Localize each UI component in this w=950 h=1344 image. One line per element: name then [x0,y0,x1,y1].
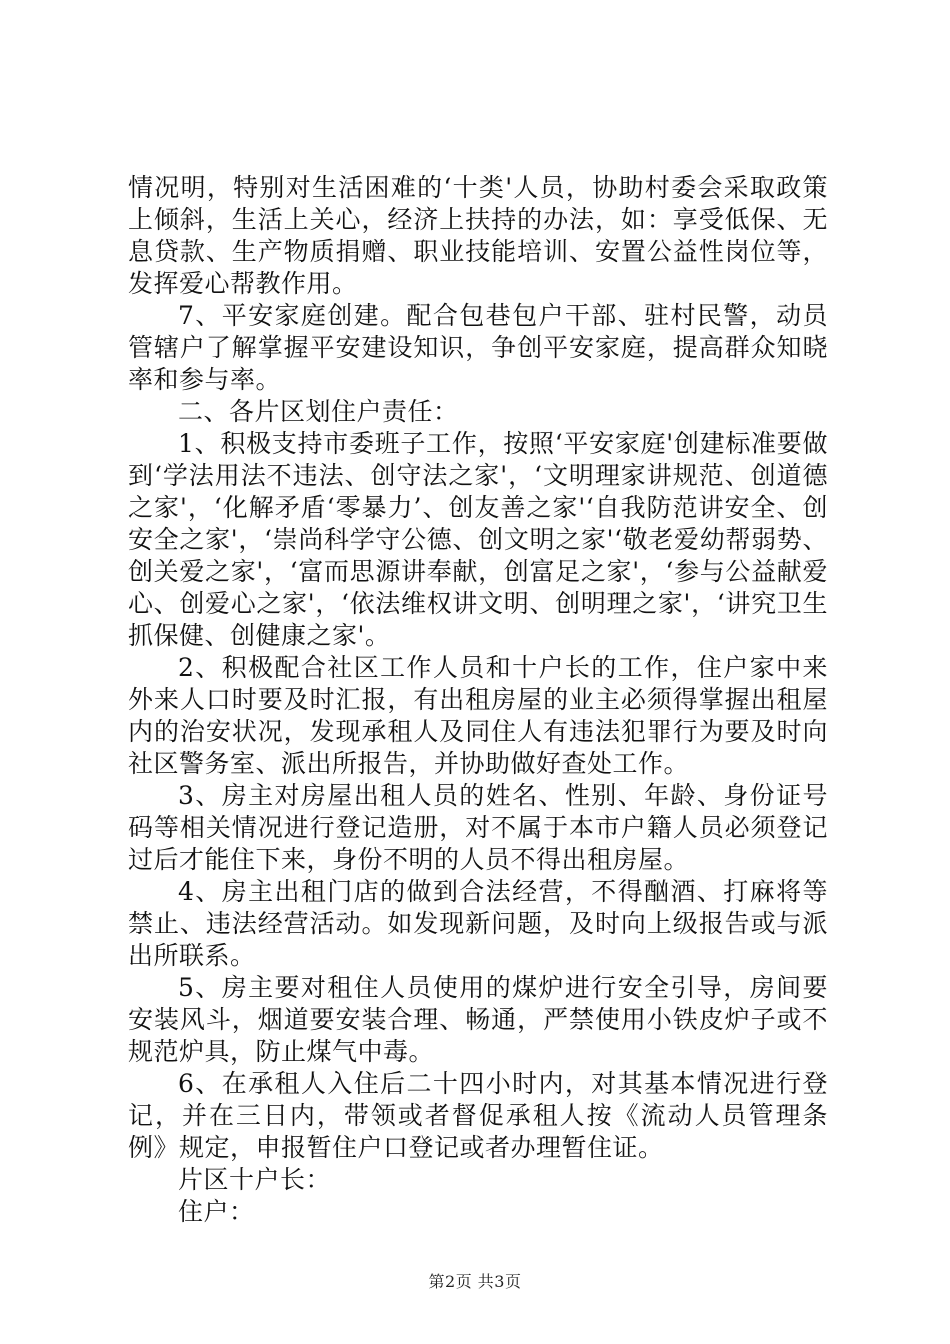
paragraph-item-5: 5、房主要对租住人员使用的煤炉进行安全引导，房间要安装风斗，烟道要安装合理、畅通，严禁使用小铁皮炉子或不规范炉具，防止煤气中毒。 [128,973,828,1066]
page-footer: 第2页 共3页 [428,1272,522,1291]
signature-line-resident: 住户： [178,1197,255,1226]
document-body [128,172,828,1228]
paragraph-item-4: 4、房主出租门店的做到合法经营，不得酗酒、打麻将等禁止、违法经营活动。如发现新问题，及时向上级报告或与派出所联系。 [128,877,828,970]
paragraph-item-2: 2、积极配合社区工作人员和十户长的工作，住户家中来外来人口时要及时汇报，有出租房屋的业主必须得掌握出租屋内的治安状况，发现承租人及同住人有违法犯罪行为要及时向社区警务室、派出所报告，并协助做好查处工作。 [128,653,828,778]
section-heading: 二、各片区划住户责任： [178,397,459,426]
paragraph-2: 7、平安家庭创建。配合包巷包户干部、驻村民警，动员管辖户了解掌握平安建设知识，争创平安家庭，提高群众知晓率和参与率。 [128,301,828,394]
signature-line-leader: 片区十户长： [178,1165,332,1194]
paragraph-1: 情况明，特别对生活困难的‘十类'人员，协助村委会采取政策上倾斜，生活上关心，经济上扶持的办法，如：享受低保、无息贷款、生产物质捐赠、职业技能培训、安置公益性岗位等，发挥爱心帮教作用。 [128,173,828,298]
paragraph-item-6: 6、在承租人入住后二十四小时内，对其基本情况进行登记，并在三日内，带领或者督促承租人按《流动人员管理条例》规定，申报暂住户口登记或者办理暂住证。 [128,1069,828,1162]
paragraph-item-3: 3、房主对房屋出租人员的姓名、性别、年龄、身份证号码等相关情况进行登记造册，对不属于本市户籍人员必须登记过后才能住下来，身份不明的人员不得出租房屋。 [128,781,828,874]
paragraph-item-1: 1、积极支持市委班子工作，按照‘平安家庭'创建标准要做到‘学法用法不违法、创守法之家'，‘文明理家讲规范、创道德之家'，‘化解矛盾‘零暴力’、创友善之家'‘自我防范讲安全、创安全之家'，‘崇尚科学守公德、创文明之家'‘敬老爱幼帮弱势、创关爱之家'，‘富而思源讲奉献，创富足之家'，‘参与公益献爱心、创爱心之家'，‘依法维权讲文明、创明理之家'，‘讲究卫生抓保健、创健康之家'。 [128,429,828,650]
